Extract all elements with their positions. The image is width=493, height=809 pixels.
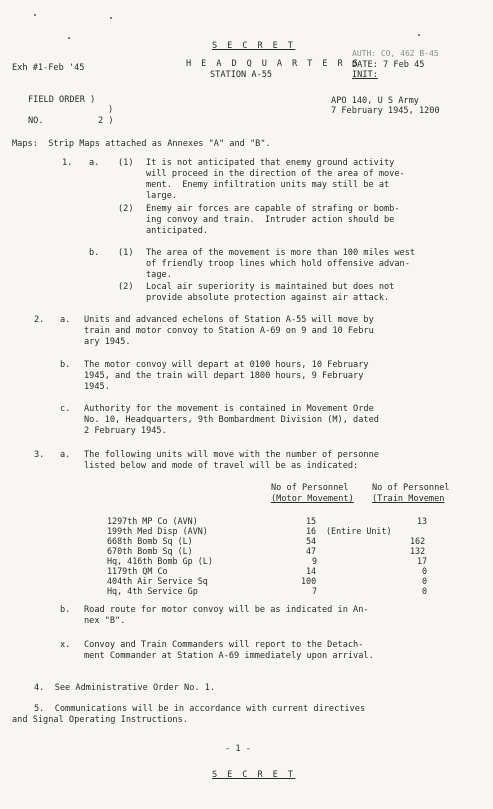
para1-b1-line: of friendly troop lines which hold offensive advan- [146,259,410,269]
brace: ) [108,105,114,115]
unit-train-count: 0 [422,566,428,576]
unit-name: Hq, 416th Bomb Gp (L) [107,556,213,566]
para3-x-line: Convoy and Train Commanders will report to the Detach- [84,640,364,650]
unit-train-count: 13 [417,516,428,526]
para2-c-line: No. 10, Headquarters, 9th Bombardment Division (M), dated [84,415,379,425]
unit-motor-count: 54 [306,536,317,546]
station-title: STATION A-55 [210,70,273,80]
para1-a1-line: large. [146,191,178,201]
unit-train-count: 0 [422,586,428,596]
unit-name: 670th Bomb Sq (L) [107,546,193,556]
para2-c-line: Authority for the movement is contained in Movement Orde [84,404,374,414]
unit-motor-count: 14 [306,566,317,576]
para4-line: 4. See Administrative Order No. 1. [34,683,216,693]
unit-motor-count: 15 [306,516,317,526]
scan-speck [68,37,70,39]
para1-a1-line: It is not anticipated that enemy ground activity [146,158,395,168]
para3-b-line: Road route for motor convoy will be as indicated in An- [84,605,369,615]
scan-speck [418,34,420,36]
apo-line: APO 140, U S Army [331,96,419,106]
unit-motor-count: 100 [301,576,317,586]
unit-train-count: (Entire Unit) [326,526,392,536]
unit-motor-count: 9 [312,556,318,566]
unit-name: 1297th MP Co (AVN) [107,516,198,526]
para3-a-line: listed below and mode of travel will be as indicated: [84,461,359,471]
para1-a2-line: anticipated. [146,226,209,236]
page-number: - 1 - [225,744,251,754]
para1-a1-line: ment. Enemy infiltration units may still be at [146,180,390,190]
para1-a1-line: will proceed in the direction of the area of move- [146,169,405,179]
para3-b-line: nex "B". [84,616,126,626]
secret-heading-bottom: S E C R E T [212,770,296,780]
scan-speck [110,17,112,19]
para1-a2-line: ing convoy and train. Intruder action should be [146,215,395,225]
auth-stamp: AUTH: CO, 462 B-45 [352,49,439,58]
para2-c-line: 2 February 1945. [84,426,167,436]
para1-a-label: a. [89,158,100,168]
para1-b1-line: tage. [146,270,172,280]
unit-name: 1179th QM Co [107,566,168,576]
train-column-subheading: (Train Movemen [372,494,445,504]
secret-heading-top: S E C R E T [212,41,296,51]
headquarters-title: H E A D Q U A R T E R S [186,59,361,69]
stamp-init: INIT: [352,70,378,80]
para2-a-line: train and motor convoy to Station A-69 on 9 and 10 Febru [84,326,374,336]
unit-name: 404th Air Service Sq [107,576,208,586]
unit-name: 199th Med Disp (AVN) [107,526,208,536]
motor-column-subheading: (Motor Movement) [271,494,354,504]
maps-line: Maps: Strip Maps attached as Annexes "A" and "B". [12,139,271,149]
unit-train-count: 162 [410,536,426,546]
para2-b-line: The motor convoy will depart at 0100 hours, 10 February [84,360,369,370]
para3-a-line: The following units will move with the number of personne [84,450,379,460]
para1-a2-number: (2) [118,204,134,214]
unit-motor-count: 7 [312,586,318,596]
motor-column-heading: No of Personnel [271,483,349,493]
unit-motor-count: 47 [306,546,317,556]
field-order-label: FIELD ORDER ) [28,95,96,105]
para1-b-label: b. [89,248,100,258]
train-column-heading: No of Personnel [372,483,450,493]
unit-train-count: 17 [417,556,428,566]
unit-motor-count: 16 [306,526,317,536]
scan-speck [34,14,36,16]
para2-a-line: ary 1945. [84,337,131,347]
unit-name: Hq, 4th Service Gp [107,586,198,596]
order-number-label: NO. [28,116,44,126]
para1-a1-number: (1) [118,158,134,168]
para2-a-line: Units and advanced echelons of Station A-55 will move by [84,315,374,325]
para1-a2-line: Enemy air forces are capable of strafing or bomb- [146,204,400,214]
stamp-date: DATE: 7 Feb 45 [352,60,425,70]
para2-b-label: b. [60,360,71,370]
para3-x-line: ment Commander at Station A-69 immediately upon arrival. [84,651,374,661]
exhibit-label: Exh #1-Feb '45 [12,63,85,73]
unit-train-count: 132 [410,546,426,556]
unit-name: 668th Bomb Sq (L) [107,536,193,546]
para3-a-label: a. [60,450,71,460]
para1-b2-line: Local air superiority is maintained but does not [146,282,395,292]
para3-number: 3. [34,450,45,460]
para2-b-line: 1945, and the train will depart 1800 hours, 9 February [84,371,364,381]
para2-b-line: 1945. [84,382,110,392]
para5-line: and Signal Operating Instructions. [12,715,188,725]
order-date: 7 February 1945, 1200 [331,106,440,116]
para1-b2-number: (2) [118,282,134,292]
para2-a-label: a. [60,315,71,325]
para3-b-label: b. [60,605,71,615]
para5-line: 5. Communications will be in accordance with current directives [34,704,366,714]
para1-b1-line: The area of the movement is more than 100 miles west [146,248,416,258]
para1-b1-number: (1) [118,248,134,258]
para1-b2-line: provide absolute protection against air attack. [146,293,390,303]
para2-number: 2. [34,315,45,325]
para3-x-label: x. [60,640,71,650]
unit-train-count: 0 [422,576,428,586]
para2-c-label: c. [60,404,71,414]
order-number-value: 2 ) [98,116,114,126]
para1-number: 1. [62,158,73,168]
